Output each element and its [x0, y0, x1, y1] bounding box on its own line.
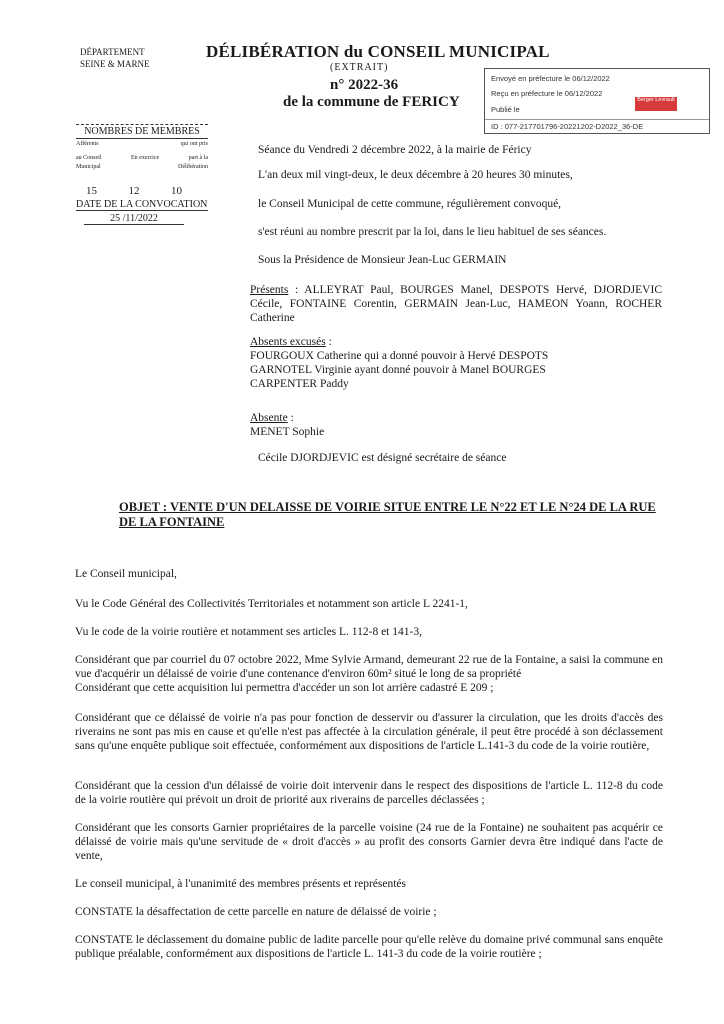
considerant-1	[75, 653, 663, 695]
berger-levrault-logo: Berger Levrault	[635, 97, 677, 111]
department-label	[80, 46, 150, 70]
prefecture-stamp	[484, 68, 710, 134]
stamp-publie: Publié le	[491, 105, 520, 114]
unanimite-line: Le conseil municipal, à l'unanimité des membres présents et représentés	[75, 878, 406, 890]
department-line-2: SEINE & MARNE	[80, 59, 150, 69]
considerant-4: Considérant que les consorts Garnier propriétaires de la parcelle voisine (24 rue de la Fontaine) ne souhaitent pas acquérir ce délaissé de voirie mais qu'une servitude de « droit d'accès » au profit des consorts Garnier devra être indiqué dans l'acte de vente,	[75, 822, 663, 862]
members-subheader-row-1	[76, 140, 208, 148]
presents-list: : ALLEYRAT Paul, BOURGES Manel, DESPOTS Hervé, DJORDJEVIC Cécile, FONTAINE Corentin, GERMAIN Jean-Luc, HAMEON Yoann, ROCHER Catherine	[250, 284, 662, 324]
members-subheader-row-3	[76, 163, 208, 171]
col-participants-label: qui ont pris	[180, 141, 208, 147]
secretaire-line: Cécile DJORDJEVIC est désigné secrétaire de séance	[258, 452, 507, 464]
deliberation-number: n° 2022-36	[330, 77, 399, 93]
col-municipal-label: Municipal	[76, 164, 101, 170]
presents-label: Présents	[250, 284, 289, 296]
absents-label: Absents excusés	[250, 336, 326, 348]
stamp-recu: Reçu en préfecture le 06/12/2022	[491, 89, 603, 98]
considerant-2: Considérant que ce délaissé de voirie n'a pas pour fonction de desservir ou d'assurer la circulation, que les droits d'accès des riverains ne sont pas mis en cause et qu'elle n'est pas affectée à la circulation générale, il peut être procédé à son déclassement sans qu'une enquête publique soit effectuée, conformément aux dispositions de l'article L.141-3 du code de la voirie routière,	[75, 712, 663, 752]
stamp-envoye: Envoyé en préfecture le 06/12/2022	[491, 74, 610, 83]
col-afferents-label: Afférents	[76, 141, 99, 147]
absente-1: MENET Sophie	[250, 426, 325, 438]
absente-block	[250, 411, 324, 439]
votants-value: 10	[171, 185, 182, 197]
convocation-date: 25 /11/2022	[84, 213, 184, 225]
absent-1: FOURGOUX Catherine qui a donné pouvoir à Hervé DESPOTS	[250, 350, 549, 362]
members-values	[76, 185, 208, 197]
reuni-line: s'est réuni au nombre prescrit par la loi, dans le lieu habituel de ses séances.	[258, 226, 607, 238]
convocation-label: DATE DE LA CONVOCATION	[76, 199, 208, 210]
objet-heading	[119, 500, 666, 530]
considerant-1a: Considérant que par courriel du 07 octobre 2022, Mme Sylvie Armand, demeurant 22 rue de la Fontaine, a saisi la commune en vue d'acquérir un délaissé de voirie d'une contenance d'environ 60m² situé le long de sa propriété	[75, 654, 663, 680]
col-part-label: part à la	[188, 155, 208, 161]
col-deliberation-label: Délibération	[178, 164, 208, 170]
absents-block	[250, 335, 548, 391]
considerant-3: Considérant que la cession d'un délaissé de voirie doit intervenir dans le respect des dispositions de l'article L. 112-8 du code de la voirie routière qui prévoit un droit de priorité aux riverains de parcelles déclassées ;	[75, 780, 663, 806]
commune-name: de la commune de FERICY	[283, 94, 460, 110]
col-conseil-label: au Conseil	[76, 155, 102, 161]
col-exercice-label: En exercice	[131, 155, 160, 161]
afferents-value: 15	[86, 185, 97, 197]
members-subheader-row-2	[76, 154, 208, 162]
seance-line: Séance du Vendredi 2 décembre 2022, à la mairie de Féricy	[258, 144, 532, 156]
absente-colon: :	[287, 412, 294, 424]
date-line: L'an deux mil vingt-deux, le deux décembre à 20 heures 30 minutes,	[258, 169, 573, 181]
presents-block	[250, 283, 662, 325]
stamp-id: ID : 077-217701796-20221202-D2022_36-DE	[485, 119, 709, 131]
department-line-1: DÉPARTEMENT	[80, 47, 145, 57]
constate-1: CONSTATE la désaffectation de cette parcelle en nature de délaissé de voirie ;	[75, 906, 437, 918]
absents-colon: :	[325, 336, 332, 348]
extrait-label: (EXTRAIT)	[330, 62, 389, 73]
considerant-1b: Considérant que cette acquisition lui permettra d'accéder un son lot arrière cadastré E 209 ;	[75, 682, 494, 694]
absent-3: CARPENTER Paddy	[250, 378, 349, 390]
constate-2: CONSTATE le déclassement du domaine public de ladite parcelle pour qu'elle relève du domaine privé communal sans enquête publique préalable, conformément aux dispositions de l'article L. 141-3 du code de la voirie routière ;	[75, 934, 663, 960]
conseil-line: Le Conseil municipal,	[75, 568, 177, 580]
members-header: NOMBRES DE MEMBRES	[76, 124, 208, 139]
objet-label: OBJET	[119, 500, 160, 514]
absent-2: GARNOTEL Virginie ayant donné pouvoir à Manel BOURGES	[250, 364, 546, 376]
convoque-line: le Conseil Municipal de cette commune, régulièrement convoqué,	[258, 198, 562, 210]
vu-cgct-line: Vu le Code Général des Collectivités Territoriales et notamment son article L 2241-1,	[75, 598, 468, 610]
presidence-line: Sous la Présidence de Monsieur Jean-Luc GERMAIN	[258, 254, 507, 266]
objet-text: : VENTE D'UN DELAISSE DE VOIRIE SITUE ENTRE LE N°22 ET LE N°24 DE LA RUE DE LA FONTAINE	[119, 500, 656, 529]
document-title: DÉLIBÉRATION du CONSEIL MUNICIPAL	[206, 42, 550, 61]
members-box	[76, 124, 208, 225]
exercice-value: 12	[128, 185, 140, 197]
vu-voirie-line: Vu le code de la voirie routière et notamment ses articles L. 112-8 et 141-3,	[75, 626, 422, 638]
absente-label: Absente	[250, 412, 288, 424]
